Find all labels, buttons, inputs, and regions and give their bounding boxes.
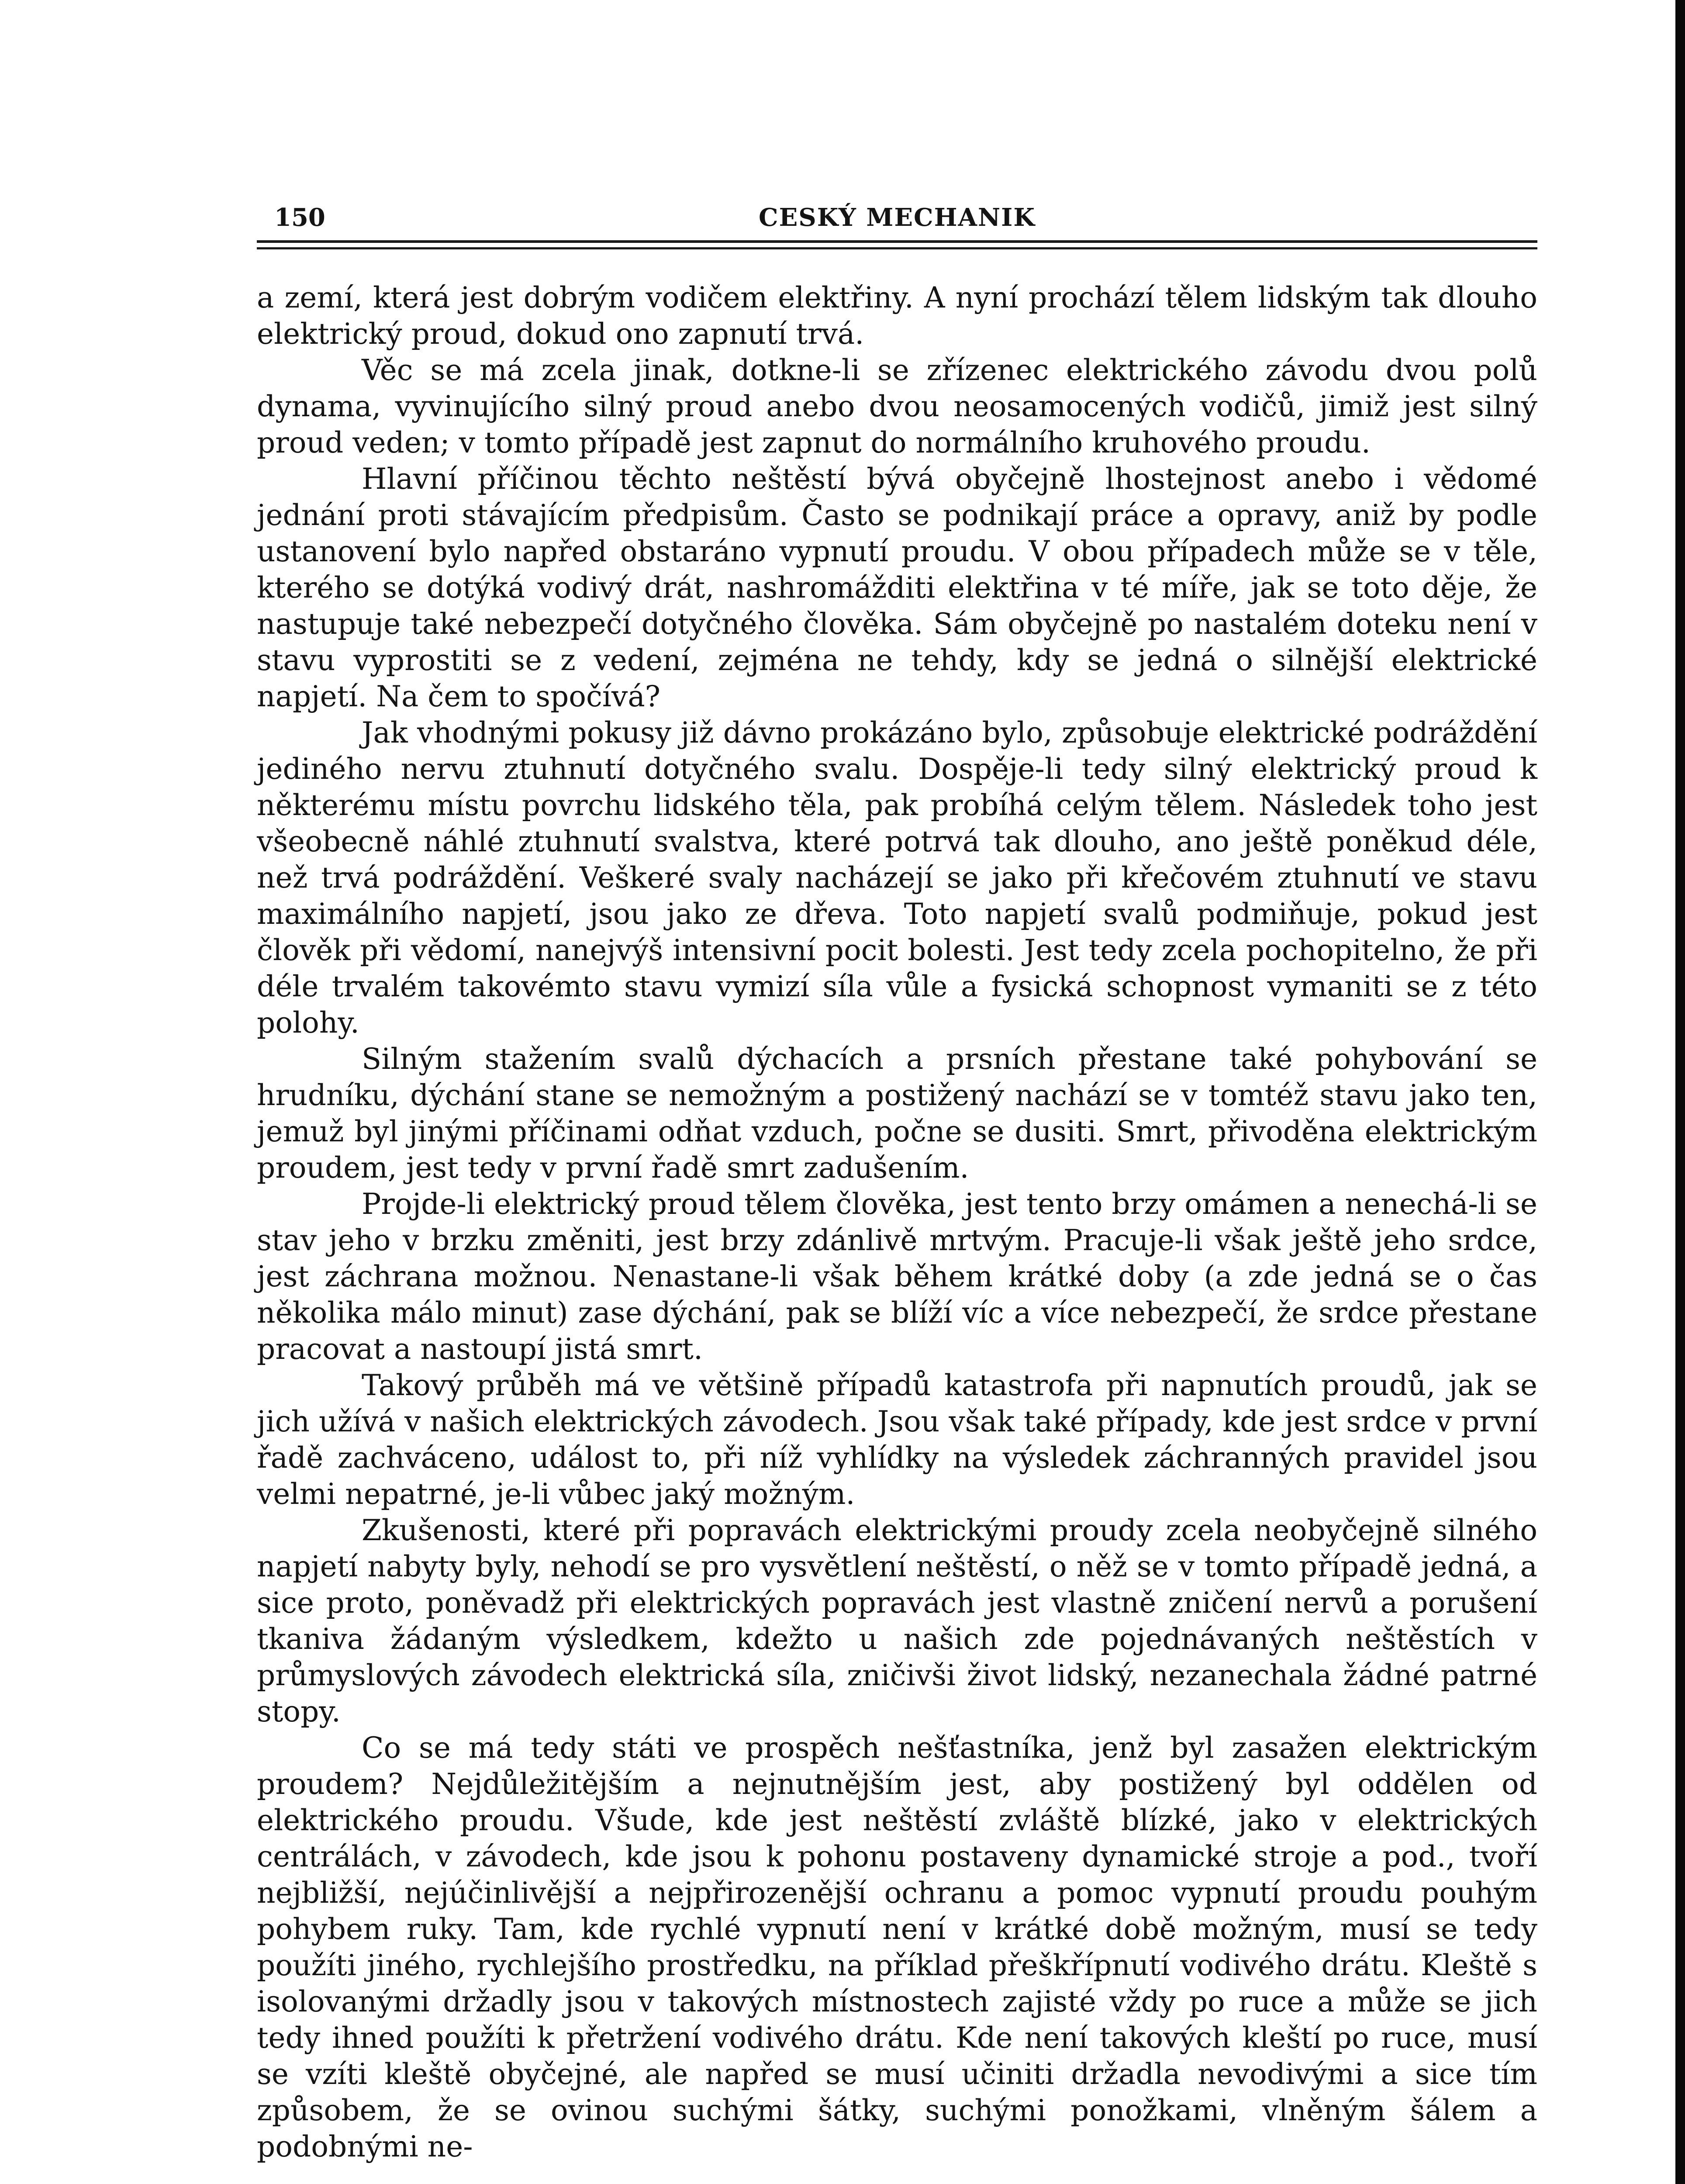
paragraph: Jak vhodnými pokusy již dávno prokázáno bylo, způsobuje elektrické podráždění jediného nervu ztuhnutí dotyčného svalu. Dospěje-li tedy silný elektrický proud k některému místu povrchu lidského těla, pak probíhá celým tělem. Následek toho jest všeobecně náhlé ztuhnutí svalstva, které potrvá tak dlouho, ano ještě poněkud déle, než trvá podráždění. Veškeré svaly nacházejí se jako při křečovém ztuhnutí ve stavu maximálního napjetí, jsou jako ze dřeva. Toto napjetí svalů podmiňuje, pokud jest člověk při vědomí, nanejvýš intensivní pocit bolesti. Jest tedy zcela pochopitelno, že při déle trvalém takovémto stavu vymizí síla vůle a fysická schopnost vymaniti se z této polohy. [257,716,1537,1040]
paragraph: Zkušenosti, které při popravách elektrickými proudy zcela neobyčejně silného napjetí nabyty byly, nehodí se pro vysvětlení neštěstí, o něž se v tomto případě jedná, a sice proto, poněvadž při elektrických popravách jest vlastně zničení nervů a porušení tkaniva žádaným výsledkem, kdežto u našich zde pojednávaných neštěstích v průmyslových závodech elektrická síla, zničivši život lidský, nezanechala žádné patrné stopy. [257,1514,1537,1728]
page-number: 150 [274,203,325,232]
paragraph: Věc se má zcela jinak, dotkne-li se zřízenec elektrického závodu dvou polů dynama, vyvinujícího silný proud anebo dvou neosamocených vodičů, jimiž jest silný proud veden; v tomto případě jest zapnut do normálního kruhového proudu. [257,353,1537,460]
header-rule-bottom [257,247,1537,249]
paragraph: Takový průběh má ve většině případů katastrofa při napnutích proudů, jak se jich užívá v našich elektrických závodech. Jsou však také případy, kde jest srdce v první řadě zachváceno, událost to, při níž vyhlídky na výsledek záchranných pravidel jsou velmi nepatrné, je-li vůbec jaký možným. [257,1368,1537,1511]
header-rule-top [257,240,1537,243]
paragraph: Projde-li elektrický proud tělem člověka, jest tento brzy omámen a nenechá-li se stav jeho v brzku změniti, jest brzy zdánlivě mrtvým. Pracuje-li však ještě jeho srdce, jest záchrana možnou. Nenastane-li však během krátké doby (a zde jedná se o čas několika málo minut) zase dýchání, pak se blíží víc a více nebezpečí, že srdce přestane pracovat a nastoupí jistá smrt. [257,1187,1537,1366]
body-text [257,280,1537,2165]
journal-title: CESKÝ MECHANIK [759,203,1036,232]
paragraph: a zemí, která jest dobrým vodičem elektřiny. A nyní prochází tělem lidským tak dlouho elektrický proud, dokud ono zapnutí trvá. [257,281,1537,351]
paragraph: Co se má tedy státi ve prospěch nešťastníka, jenž byl zasažen elektrickým proudem? Nejdůležitějším a nejnutnějším jest, aby postižený byl oddělen od elektrického proudu. Všude, kde jest neštěstí zvláště blízké, jako v elektrických centrálách, v závodech, kde jsou k pohonu postaveny dynamické stroje a pod., tvoří nejbližší, nejúčinlivější a nejpřirozenější ochranu a pomoc vypnutí proudu pouhým pohybem ruky. Tam, kde rychlé vypnutí není v krátké době možným, musí se tedy použíti jiného, rychlejšího prostředku, na příklad přeškřípnutí vodivého drátu. Kleště s isolovanými držadly jsou v takových místnostech zajisté vždy po ruce a může se jich tedy ihned použíti k přetržení vodivého drátu. Kde není takových kleští po ruce, musí se vzíti kleště obyčejné, ale napřed se musí učiniti držadla nevodivými a sice tím způsobem, že se ovinou suchými šátky, suchými ponožkami, vlněným šálem a podobnými ne- [257,1731,1537,2163]
paragraph: Hlavní příčinou těchto neštěstí bývá obyčejně lhostejnost anebo i vědomé jednání proti stávajícím předpisům. Často se podnikají práce a opravy, aniž by podle ustanovení bylo napřed obstaráno vypnutí proudu. V obou případech může se v těle, kterého se dotýká vodivý drát, nashromážditi elektřina v té míře, jak se toto děje, že nastupuje také nebezpečí dotyčného člověka. Sám obyčejně po nastalém doteku není v stavu vyprostiti se z vedení, zejména ne tehdy, kdy se jedná o silnější elektrické napjetí. Na čem to spočívá? [257,462,1537,713]
paragraph: Silným stažením svalů dýchacích a prsních přestane také pohybování se hrudníku, dýchání stane se nemožným a postižený nachází se v tomtéž stavu jako ten, jemuž byl jinými příčinami odňat vzduch, počne se dusiti. Smrt, přivoděna elektrickým proudem, jest tedy v první řadě smrt zadušením. [257,1042,1537,1185]
scan-border [1675,0,1685,2184]
running-head [257,199,1537,238]
